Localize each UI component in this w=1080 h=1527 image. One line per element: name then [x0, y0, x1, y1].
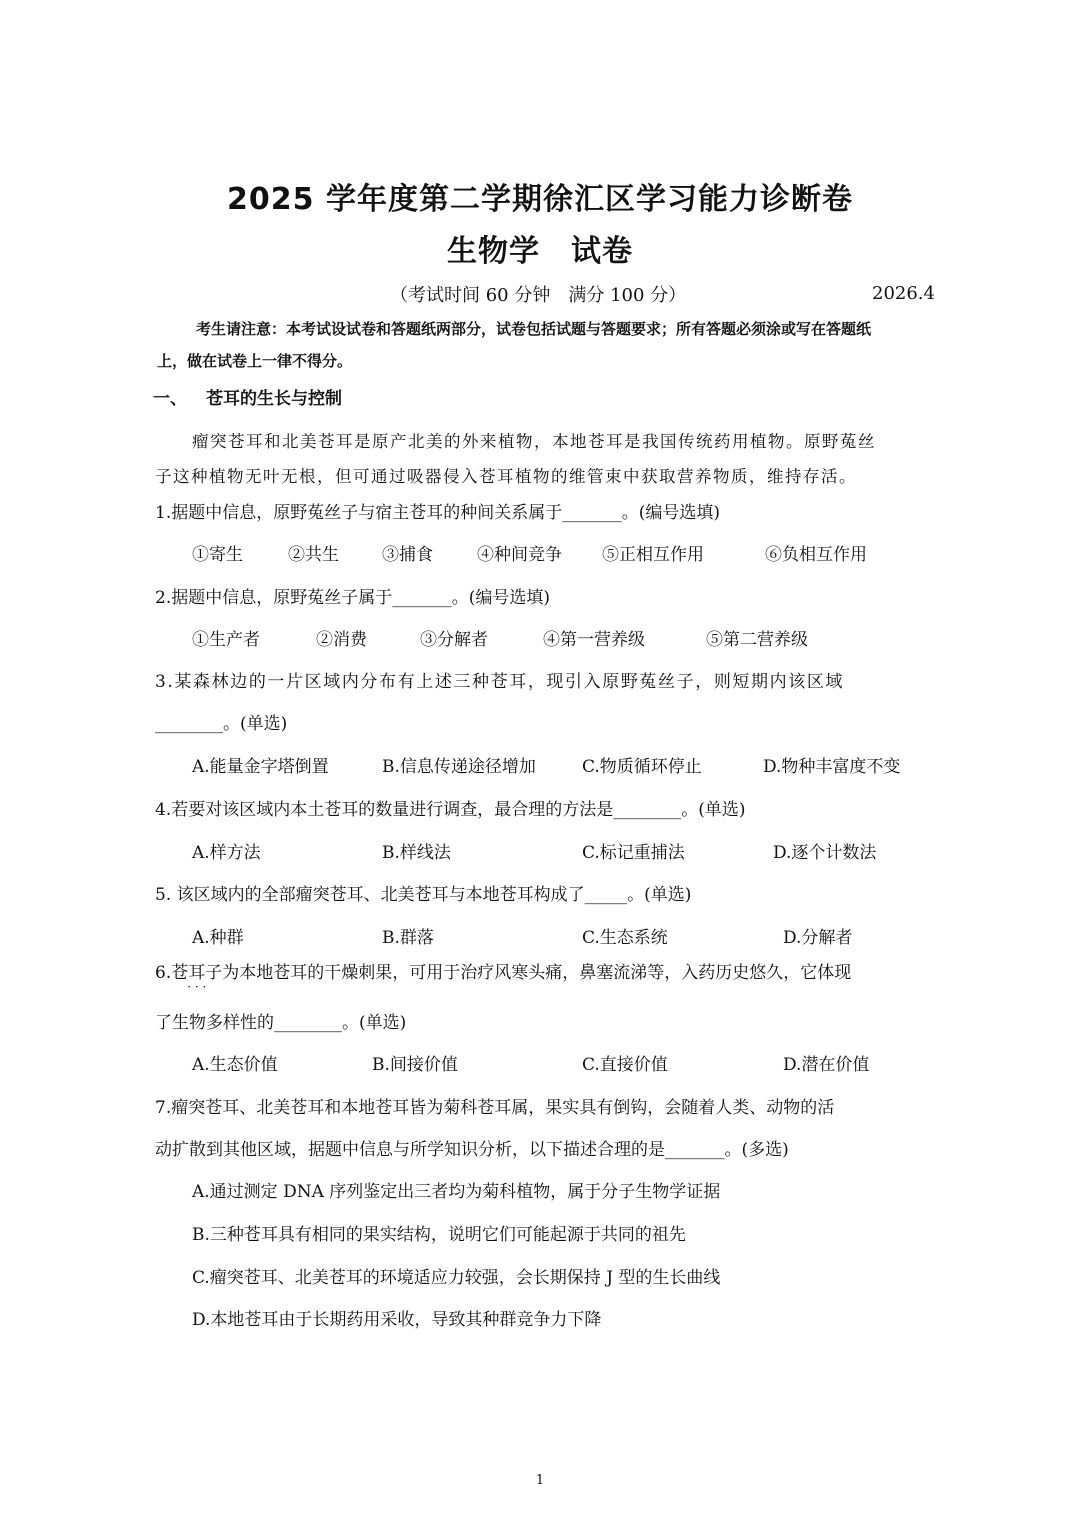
question-7-stem-line-2: 动扩散到其他区域，据题中信息与所学知识分析，以下描述合理的是_______。(多选) [155, 1140, 789, 1160]
q3-option: B.信息传递途径增加 [382, 757, 536, 777]
notice-line-2: 上，做在试卷上一律不得分。 [157, 352, 353, 370]
q2-option: ⑤第二营养级 [706, 630, 808, 650]
q7-option: B.三种苍耳具有相同的果实结构，说明它们可能起源于共同的祖先 [192, 1225, 686, 1245]
q5-option: A.种群 [192, 928, 244, 948]
q7-option: C.瘤突苍耳、北美苍耳的环境适应力较强，会长期保持 J 型的生长曲线 [192, 1268, 721, 1288]
q6-option: B.间接价值 [372, 1055, 458, 1075]
intro-line-1: 瘤突苍耳和北美苍耳是原产北美的外来植物，本地苍耳是我国传统药用植物。原野菟丝 [192, 432, 876, 451]
q1-option: ③捕食 [382, 545, 433, 565]
q6-number: 6. [155, 963, 172, 983]
q3-option: C.物质循环停止 [582, 757, 702, 777]
exam-title: 2025 学年度第二学期徐汇区学习能力诊断卷 [227, 182, 853, 217]
q5-option: C.生态系统 [582, 928, 668, 948]
q6-option: A.生态价值 [192, 1055, 278, 1075]
q6-emphasized-text: 苍耳子 [171, 963, 223, 983]
question-2-stem: 2.据题中信息，原野菟丝子属于_______。(编号选填) [155, 588, 550, 608]
section-number: 一、 [153, 389, 187, 409]
q2-option: ③分解者 [420, 630, 488, 650]
question-1-stem: 1.据题中信息，原野菟丝子与宿主苍耳的种间关系属于_______。(编号选填) [155, 503, 720, 523]
q2-option: ②消费 [316, 630, 367, 650]
q6-option: D.潜在价值 [783, 1055, 870, 1075]
notice-line-1: 考生请注意：本考试设试卷和答题纸两部分，试卷包括试题与答题要求；所有答题必须涂或写在答题纸 [196, 320, 872, 338]
question-7-stem-line-1: 7.瘤突苍耳、北美苍耳和本地苍耳皆为菊科苍耳属，果实具有倒钩，会随着人类、动物的活 [155, 1098, 835, 1118]
page-number: 1 [535, 1473, 545, 1488]
q3-option: A.能量金字塔倒置 [192, 757, 329, 777]
exam-date: 2026.4 [872, 283, 935, 304]
q4-option: A.样方法 [192, 843, 261, 863]
question-6-stem-line-1 [155, 958, 852, 994]
q3-option: D.物种丰富度不变 [763, 757, 901, 777]
q1-option: ②共生 [288, 545, 339, 565]
q1-option: ①寄生 [192, 545, 243, 565]
q4-option: D.逐个计数法 [773, 843, 877, 863]
question-3-stem-line-2: ________。(单选) [155, 714, 288, 734]
q5-option: D.分解者 [783, 928, 853, 948]
q1-option: ⑥负相互作用 [765, 545, 867, 565]
intro-line-2: 子这种植物无叶无根，但可通过吸器侵入苍耳植物的维管束中获取营养物质，维持存活。 [155, 467, 857, 486]
q6-emphasized-term [171, 963, 223, 994]
q6-option: C.直接价值 [582, 1055, 668, 1075]
q4-option: B.样线法 [382, 843, 451, 863]
q4-option: C.标记重捕法 [582, 843, 685, 863]
q2-option: ①生产者 [192, 630, 260, 650]
exam-info: （考试时间 60 分钟 满分 100 分） [390, 285, 687, 306]
q2-option: ④第一营养级 [543, 630, 645, 650]
q7-option: D.本地苍耳由于长期药用采收，导致其种群竞争力下降 [192, 1310, 602, 1330]
question-5-stem: 5. 该区域内的全部瘤突苍耳、北美苍耳与本地苍耳构成了_____。(单选) [155, 885, 692, 905]
q1-option: ⑤正相互作用 [602, 545, 704, 565]
emphasis-dots-icon: · · · [187, 980, 207, 994]
q5-option: B.群落 [382, 928, 434, 948]
q7-option: A.通过测定 DNA 序列鉴定出三者均为菊科植物，属于分子生物学证据 [192, 1182, 721, 1202]
q6-stem-rest: 为本地苍耳的干燥刺果，可用于治疗风寒头痛，鼻塞流涕等，入药历史悠久，它体现 [222, 963, 852, 983]
question-3-stem-line-1: 3.某森林边的一片区域内分布有上述三种苍耳，现引入原野菟丝子，则短期内该区域 [155, 672, 845, 692]
question-6-stem-line-2: 了生物多样性的________。(单选) [155, 1013, 407, 1033]
exam-subject-title: 生物学 试卷 [447, 234, 633, 269]
q1-option: ④种间竞争 [477, 545, 562, 565]
question-4-stem: 4.若要对该区域内本土苍耳的数量进行调查，最合理的方法是________。(单选) [155, 800, 746, 820]
section-title: 苍耳的生长与控制 [206, 389, 342, 409]
